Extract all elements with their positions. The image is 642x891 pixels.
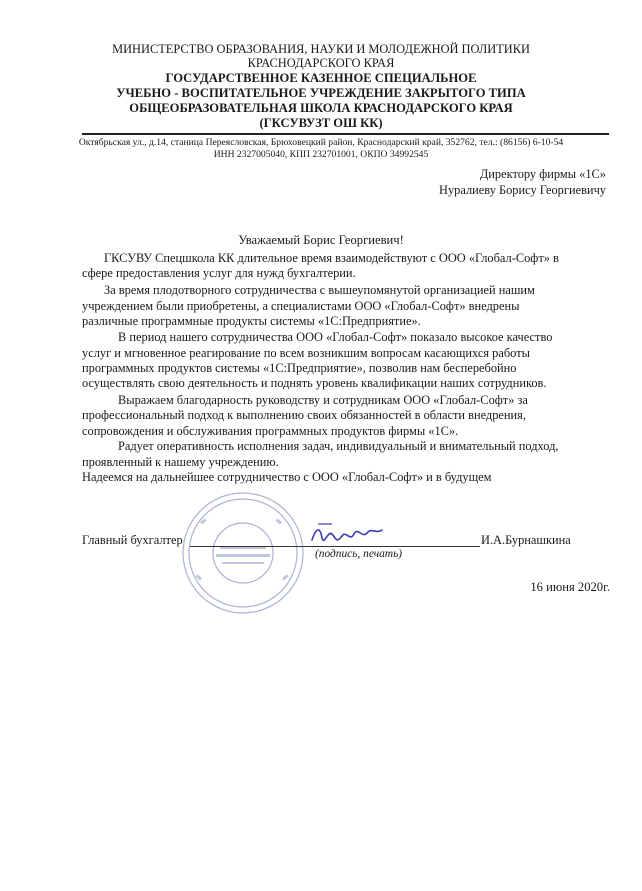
- paragraph-5-line-2: проявленный к нашему учреждению.: [82, 455, 279, 469]
- signer-name: И.А.Бурнашкина: [481, 533, 571, 547]
- paragraph-2-line-2: учреждением были приобретены, а специалистами ООО «Глобал-Софт» внедрены: [82, 299, 520, 313]
- paragraph-4-line-1: Выражаем благодарность руководству и сотрудникам ООО «Глобал-Софт» за: [118, 393, 528, 407]
- region-line: КРАСНОДАРСКОГО КРАЯ: [247, 56, 395, 70]
- addressee-name: Нуралиеву Борису Георгиевичу: [439, 183, 606, 197]
- paragraph-2-line-3: различные программные продукты системы «1С:Предприятие».: [82, 314, 421, 328]
- handwritten-signature: [306, 520, 386, 550]
- header-divider: [82, 133, 609, 135]
- paragraph-6-line-1: Надеемся на дальнейшее сотрудничество с ООО «Глобал-Софт» и в будущем: [82, 470, 492, 484]
- ministry-line: МИНИСТЕРСТВО ОБРАЗОВАНИЯ, НАУКИ И МОЛОДЕЖНОЙ ПОЛИТИКИ: [112, 42, 530, 56]
- addressee-title: Директору фирмы «1С»: [479, 167, 606, 181]
- org-name-line-1: ГОСУДАРСТВЕННОЕ КАЗЕННОЕ СПЕЦИАЛЬНОЕ: [165, 71, 477, 85]
- paragraph-4-line-3: сопровождения и обслуживания программных продуктов фирмы «1С».: [82, 424, 459, 438]
- paragraph-4-line-2: профессиональный подход к выполнению своих обязанностей в области внедрения,: [82, 408, 526, 422]
- paragraph-3-line-1: В период нашего сотрудничества ООО «Глобал-Софт» показало высокое качество: [118, 330, 553, 344]
- org-abbreviation: (ГКСУВУЗТ ОШ КК): [259, 116, 383, 130]
- paragraph-3-line-2: услуг и мгновенное реагирование по всем возникшим вопросам касающихся работы: [82, 346, 530, 360]
- paragraph-5-line-1: Радует оперативность исполнения задач, индивидуальный и внимательный подход,: [118, 439, 559, 453]
- signer-position: Главный бухгалтер: [82, 533, 183, 547]
- paragraph-1-line-2: сфере предоставления услуг для нужд бухгалтерии.: [82, 266, 356, 280]
- paragraph-3-line-3: программных продуктов системы «1С:Предприятие», позволив нам бесперебойно: [82, 361, 517, 375]
- paragraph-2-line-1: За время плодотворного сотрудничества с вышеупомянутой организацией нашим: [104, 283, 535, 297]
- official-stamp: [180, 490, 306, 616]
- greeting: Уважаемый Борис Георгиевич!: [238, 233, 404, 247]
- org-address: Октябрьская ул., д.14, станица Переясловская, Брюховецкий район, Краснодарский край, 352762, тел.: (86156) 6-10-54: [78, 137, 564, 148]
- org-name-line-2: УЧЕБНО - ВОСПИТАТЕЛЬНОЕ УЧРЕЖДЕНИЕ ЗАКРЫТОГО ТИПА: [116, 86, 526, 100]
- paragraph-1-line-1: ГКСУВУ Спецшкола КК длительное время взаимодействуют с ООО «Глобал-Софт» в: [104, 251, 559, 265]
- paragraph-3-line-4: осуществлять свою деятельность и поднять уровень квалификации наших сотрудников.: [82, 376, 547, 390]
- letter-date: 16 июня 2020г.: [530, 580, 610, 594]
- signature-caption: (подпись, печать): [315, 548, 403, 560]
- org-name-line-3: ОБЩЕОБРАЗОВАТЕЛЬНАЯ ШКОЛА КРАСНОДАРСКОГО КРАЯ: [129, 101, 513, 115]
- org-ids: ИНН 2327005040, КПП 232701001, ОКПО 34992545: [213, 149, 429, 160]
